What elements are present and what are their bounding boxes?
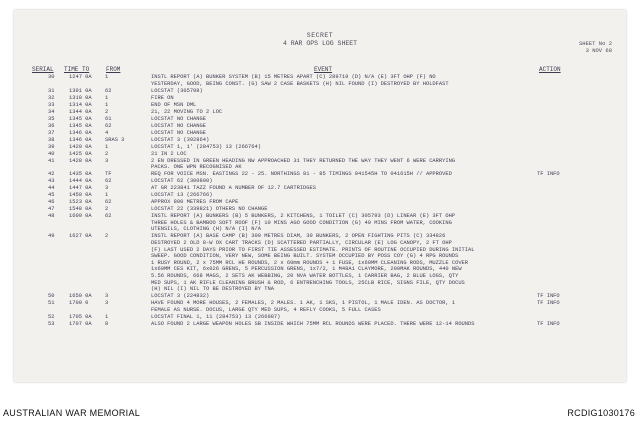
entry-time: 1450 0A: [69, 192, 92, 199]
entry-event-line: 2 EN DRESSED IN GREEN HEADING NW APPROACHED 31 THEY RETURNED THE WAY THEY WENT 6 WERE CARRYING: [151, 157, 456, 164]
entry-time: 1345 0A: [69, 122, 92, 129]
entry-from: 3: [105, 185, 109, 192]
entry-serial: 32: [48, 94, 55, 101]
entry-serial: 37: [48, 129, 55, 136]
entry-event-line: ALSO FOUND 2 LARGE WEAPON HOLES SB INSIDE WHICH 75MM RCL ROUNDS WERE PLACED. THERE WERE 12-14 ROUNDS: [151, 320, 475, 327]
entry-serial: 43: [48, 178, 55, 185]
entry-event-line: 1x60MM CES KIT, 6x026 GRENS, 5 PERCUSSION GRENS, 1x7/2, 1 M48A1 CLAYMORE, 200MAK ROUNDS, 440 NEW: [151, 266, 462, 273]
entry-from: 2: [105, 233, 109, 240]
entry-from: 1: [105, 192, 109, 199]
entry-event-line: 5.56 ROUNDS, 668 MAGS, 2 SETS AK WEBBING, 20 NVA WATER BOTTLES, 1 CARRIER BAG, 2 BLUE LOGS, QTY: [151, 272, 459, 279]
entry-serial: 47: [48, 206, 55, 213]
entry-event-line: UTENSILS, CLOTHING (H) N/A (I) N/A: [151, 226, 261, 233]
entry-event-line: LOCSTAT 3 (224832): [151, 293, 210, 300]
entry-from: 62: [105, 122, 112, 129]
entry-time: 1425 0A: [69, 150, 92, 157]
entry-from: 62: [105, 87, 112, 94]
entry-time: 1650 0A: [69, 293, 92, 300]
entry-serial: 50: [48, 293, 55, 300]
entry-serial: 36: [48, 122, 55, 129]
entry-event-line: (H) NIL (I) NIL TO BE DESTROYED BY TNA: [151, 286, 274, 293]
entry-event-line: END OF MSN DML: [151, 101, 197, 108]
entry-event-line: LOCSTAT 13 (266766): [151, 192, 213, 199]
entry-time: 1600 0A: [69, 213, 92, 220]
entry-from: 1: [105, 94, 109, 101]
entry-event-line: DESTROYED 2 OLD 8-W OX CART TRACKS (D) SCATTERED PARTIALLY, CIRCULAR (E) LOG CANOPY, 2 FT OHP: [151, 239, 452, 246]
entry-from: 2: [105, 150, 109, 157]
entry-time: 1705 0A: [69, 313, 92, 320]
entry-from: 1: [105, 143, 109, 150]
entry-time: 1627 0A: [69, 233, 92, 240]
entry-from: 3: [105, 293, 109, 300]
entry-time: 1700 0: [69, 300, 89, 307]
entry-event-line: LOCSTAT 3 (392864): [151, 136, 210, 143]
entry-from: SRAS 3: [105, 136, 125, 143]
entry-event-line: SWEEP. GOOD CONDITION, VERY NEW, SOME BEING BUILT. SYSTEM OCCUPIED BY POSS COY (G) 4 RPG ROUNDS: [151, 253, 459, 260]
entry-serial: 44: [48, 185, 55, 192]
sheet-date: 3 NOV 68: [585, 47, 612, 54]
entry-action: TF INFO: [537, 293, 560, 300]
entry-time: 1420 0A: [69, 143, 92, 150]
entry-from: 1: [105, 74, 109, 80]
entry-event-line: FIRE ON: [151, 94, 174, 101]
entry-time: 1447 0A: [69, 185, 92, 192]
sheet-number: SHEET No 2: [578, 40, 612, 47]
entry-serial: 30: [48, 74, 55, 80]
entry-from: 1: [105, 101, 109, 108]
classification-label: SECRET: [306, 32, 334, 39]
entry-event-line: YESTERDAY, GOOD, BEING CONST. (G) SAW 2 CASE BASKETS (H) NIL FOUND (I) DESTROYED BY HOLDFAST: [151, 80, 449, 87]
entry-event-line: LOCSTAT NO CHANGE: [151, 129, 206, 136]
log-sheet: [14, 10, 626, 382]
entry-action: TF INFO: [537, 171, 560, 178]
entry-event-line: INSTL REPORT (A) BUNKERS (B) 5 BUNKERS, 2 KITCHENS, 1 TOILET (C) 305793 (D) LINEAR (E) 3FT OHP: [151, 213, 456, 220]
entry-serial: 40: [48, 150, 55, 157]
entry-time: 1247 0A: [69, 74, 92, 80]
entry-serial: 42: [48, 171, 55, 178]
entry-from: 61: [105, 115, 112, 122]
entry-event-line: APPROX 800 METRES FROM CAPE: [151, 199, 239, 206]
entry-serial: 45: [48, 192, 55, 199]
entry-event-line: 21 IN 2 LOC: [151, 150, 187, 157]
entry-time: 1314 0A: [69, 101, 92, 108]
entry-event-line: LOCSTAT NO CHANGE: [151, 122, 206, 129]
sheet-header: [14, 32, 626, 48]
entry-time: 1301 0A: [69, 87, 92, 94]
column-header-serial: SERIAL: [32, 66, 54, 73]
entry-event-line: LOCSTAT (305798): [151, 87, 203, 94]
entry-event-line: (F) LAST USED 2 DAYS PRIOR TO FIRST TIE ASSESSED ESTIMATE. PRINTS OF ROUTINE OCCUPIED DURING INITIAL: [151, 246, 475, 253]
entry-serial: 39: [48, 143, 55, 150]
entry-from: 1: [105, 313, 109, 320]
footer-reference: RCDIG1030176: [567, 408, 635, 418]
entry-from: 8: [105, 320, 109, 327]
entry-from: 4: [105, 129, 109, 136]
entry-event-line: 21, 22 MOVING TO 2 LOC: [151, 108, 223, 115]
entry-action: TF INFO: [537, 300, 560, 307]
entry-time: 1345 0A: [69, 115, 92, 122]
column-header-time: TIME TO: [64, 66, 90, 73]
entry-serial: 31: [48, 87, 55, 94]
entry-time: 1346 0A: [69, 136, 92, 143]
entry-event-line: THREE HOLES & BAMBOO SOFT ROOF (F) 10 MINS AGO GOOD CONDITION (G) 40 MINS FROM WATER, COOKING: [151, 219, 452, 226]
footer-source: AUSTRALIAN WAR MEMORIAL: [3, 408, 141, 418]
entry-from: 3: [105, 157, 109, 164]
entry-from: TF: [105, 171, 112, 178]
entry-time: 1523 0A: [69, 199, 92, 206]
column-header-action: ACTION: [539, 66, 561, 73]
entry-time: 1428 0A: [69, 157, 92, 164]
entry-time: 1435 0A: [69, 171, 92, 178]
entry-event-line: AT GR 223841 TAZZ FOUND A NUMBER OF 12.7 CARTRIDGES: [151, 185, 316, 192]
entry-time: 1548 0A: [69, 206, 92, 213]
entry-serial: 34: [48, 108, 55, 115]
entry-event-line: INSTL REPORT (A) BASE CAMP (B) 300 METRES DIAM, 30 BUNKERS, 2 OPEN FIGHTING PITS (C) 334826: [151, 233, 446, 240]
entry-event-line: LOCSTAT FINAL 1, 11 (284753) 13 (266987): [151, 313, 281, 320]
entry-event-line: INSTL REPORT (A) BUNKER SYSTEM (B) 15 METRES APART (C) 289719 (D) N/A (E) 3FT OHP (F) NO: [151, 74, 436, 80]
entry-serial: 33: [48, 101, 55, 108]
entry-serial: 46: [48, 199, 55, 206]
entry-action: TF INFO: [537, 320, 560, 327]
entry-serial: 51: [48, 300, 55, 307]
entry-event-line: FEMALE AS NURSE. DOCUS, LARGE QTY MED SUPS, 4 REFLY COOKS, 5 FULL CASES: [151, 306, 381, 313]
entry-time: 1707 0A: [69, 320, 92, 327]
entry-serial: 48: [48, 213, 55, 220]
entry-serial: 52: [48, 313, 55, 320]
sheet-title: 4 RAR OPS LOG SHEET: [282, 40, 358, 47]
entry-from: 2: [105, 206, 109, 213]
entry-from: 62: [105, 178, 112, 185]
entry-event-line: LOCSTAT 22 (339821) OTHERS NO CHANGE: [151, 206, 268, 213]
entry-from: 62: [105, 213, 112, 220]
entry-time: 1444 0A: [69, 178, 92, 185]
entry-serial: 35: [48, 115, 55, 122]
entry-serial: 38: [48, 136, 55, 143]
sheet-number-block: [579, 40, 612, 54]
entry-event-line: MED SUPS, 1 AK RIFLE CLEANING BRUSH & ROD, 6 ENTRENCHING TOOLS, 25CLB RICE, SIGNS FILE, QTY DOCUS: [151, 279, 465, 286]
entry-time: 1346 0A: [69, 129, 92, 136]
entry-event-line: LOCSTAT 62 (300800): [151, 178, 213, 185]
entry-serial: 49: [48, 233, 55, 240]
entry-time: 1310 0A: [69, 94, 92, 101]
entry-serial: 53: [48, 320, 55, 327]
entry-event-line: REQ FOR VOICE MSN. EASTINGS 22 - 25. NORTHINGS 81 - 85 TIMINGS 041545H TO 041615H // APPROVED: [151, 171, 452, 178]
entry-from: 2: [105, 108, 109, 115]
entry-event-line: 1 RUSY ROUND, 2 x 75MM RCL HE ROUNDS, 2 x 60mm ROUNDS + 1 FUSE, 1x60MM CLEANING RODS, MUZZLE COVER: [151, 259, 469, 266]
entry-event-line: LOCSTAT NO CHANGE: [151, 115, 206, 122]
entry-event-line: LOCSTAT 1, 1' (284753) 13 (266764): [151, 143, 261, 150]
entry-from: 62: [105, 199, 112, 206]
column-header-event: EVENT: [314, 66, 333, 73]
column-header-from: FROM: [106, 66, 121, 73]
entry-event-line: HAVE FOUND 4 MORE HOUSES, 2 FEMALES, 2 MALES. 1 AK, 1 SKS, 1 PISTOL, 1 MALE IDEN. AS DOCTOR, 1: [151, 300, 456, 307]
entry-serial: 41: [48, 157, 55, 164]
entry-time: 1344 0A: [69, 108, 92, 115]
entry-from: 3: [105, 300, 109, 307]
entry-event-line: PACKS. ONE WPN RECOGNISED AK: [151, 164, 242, 171]
